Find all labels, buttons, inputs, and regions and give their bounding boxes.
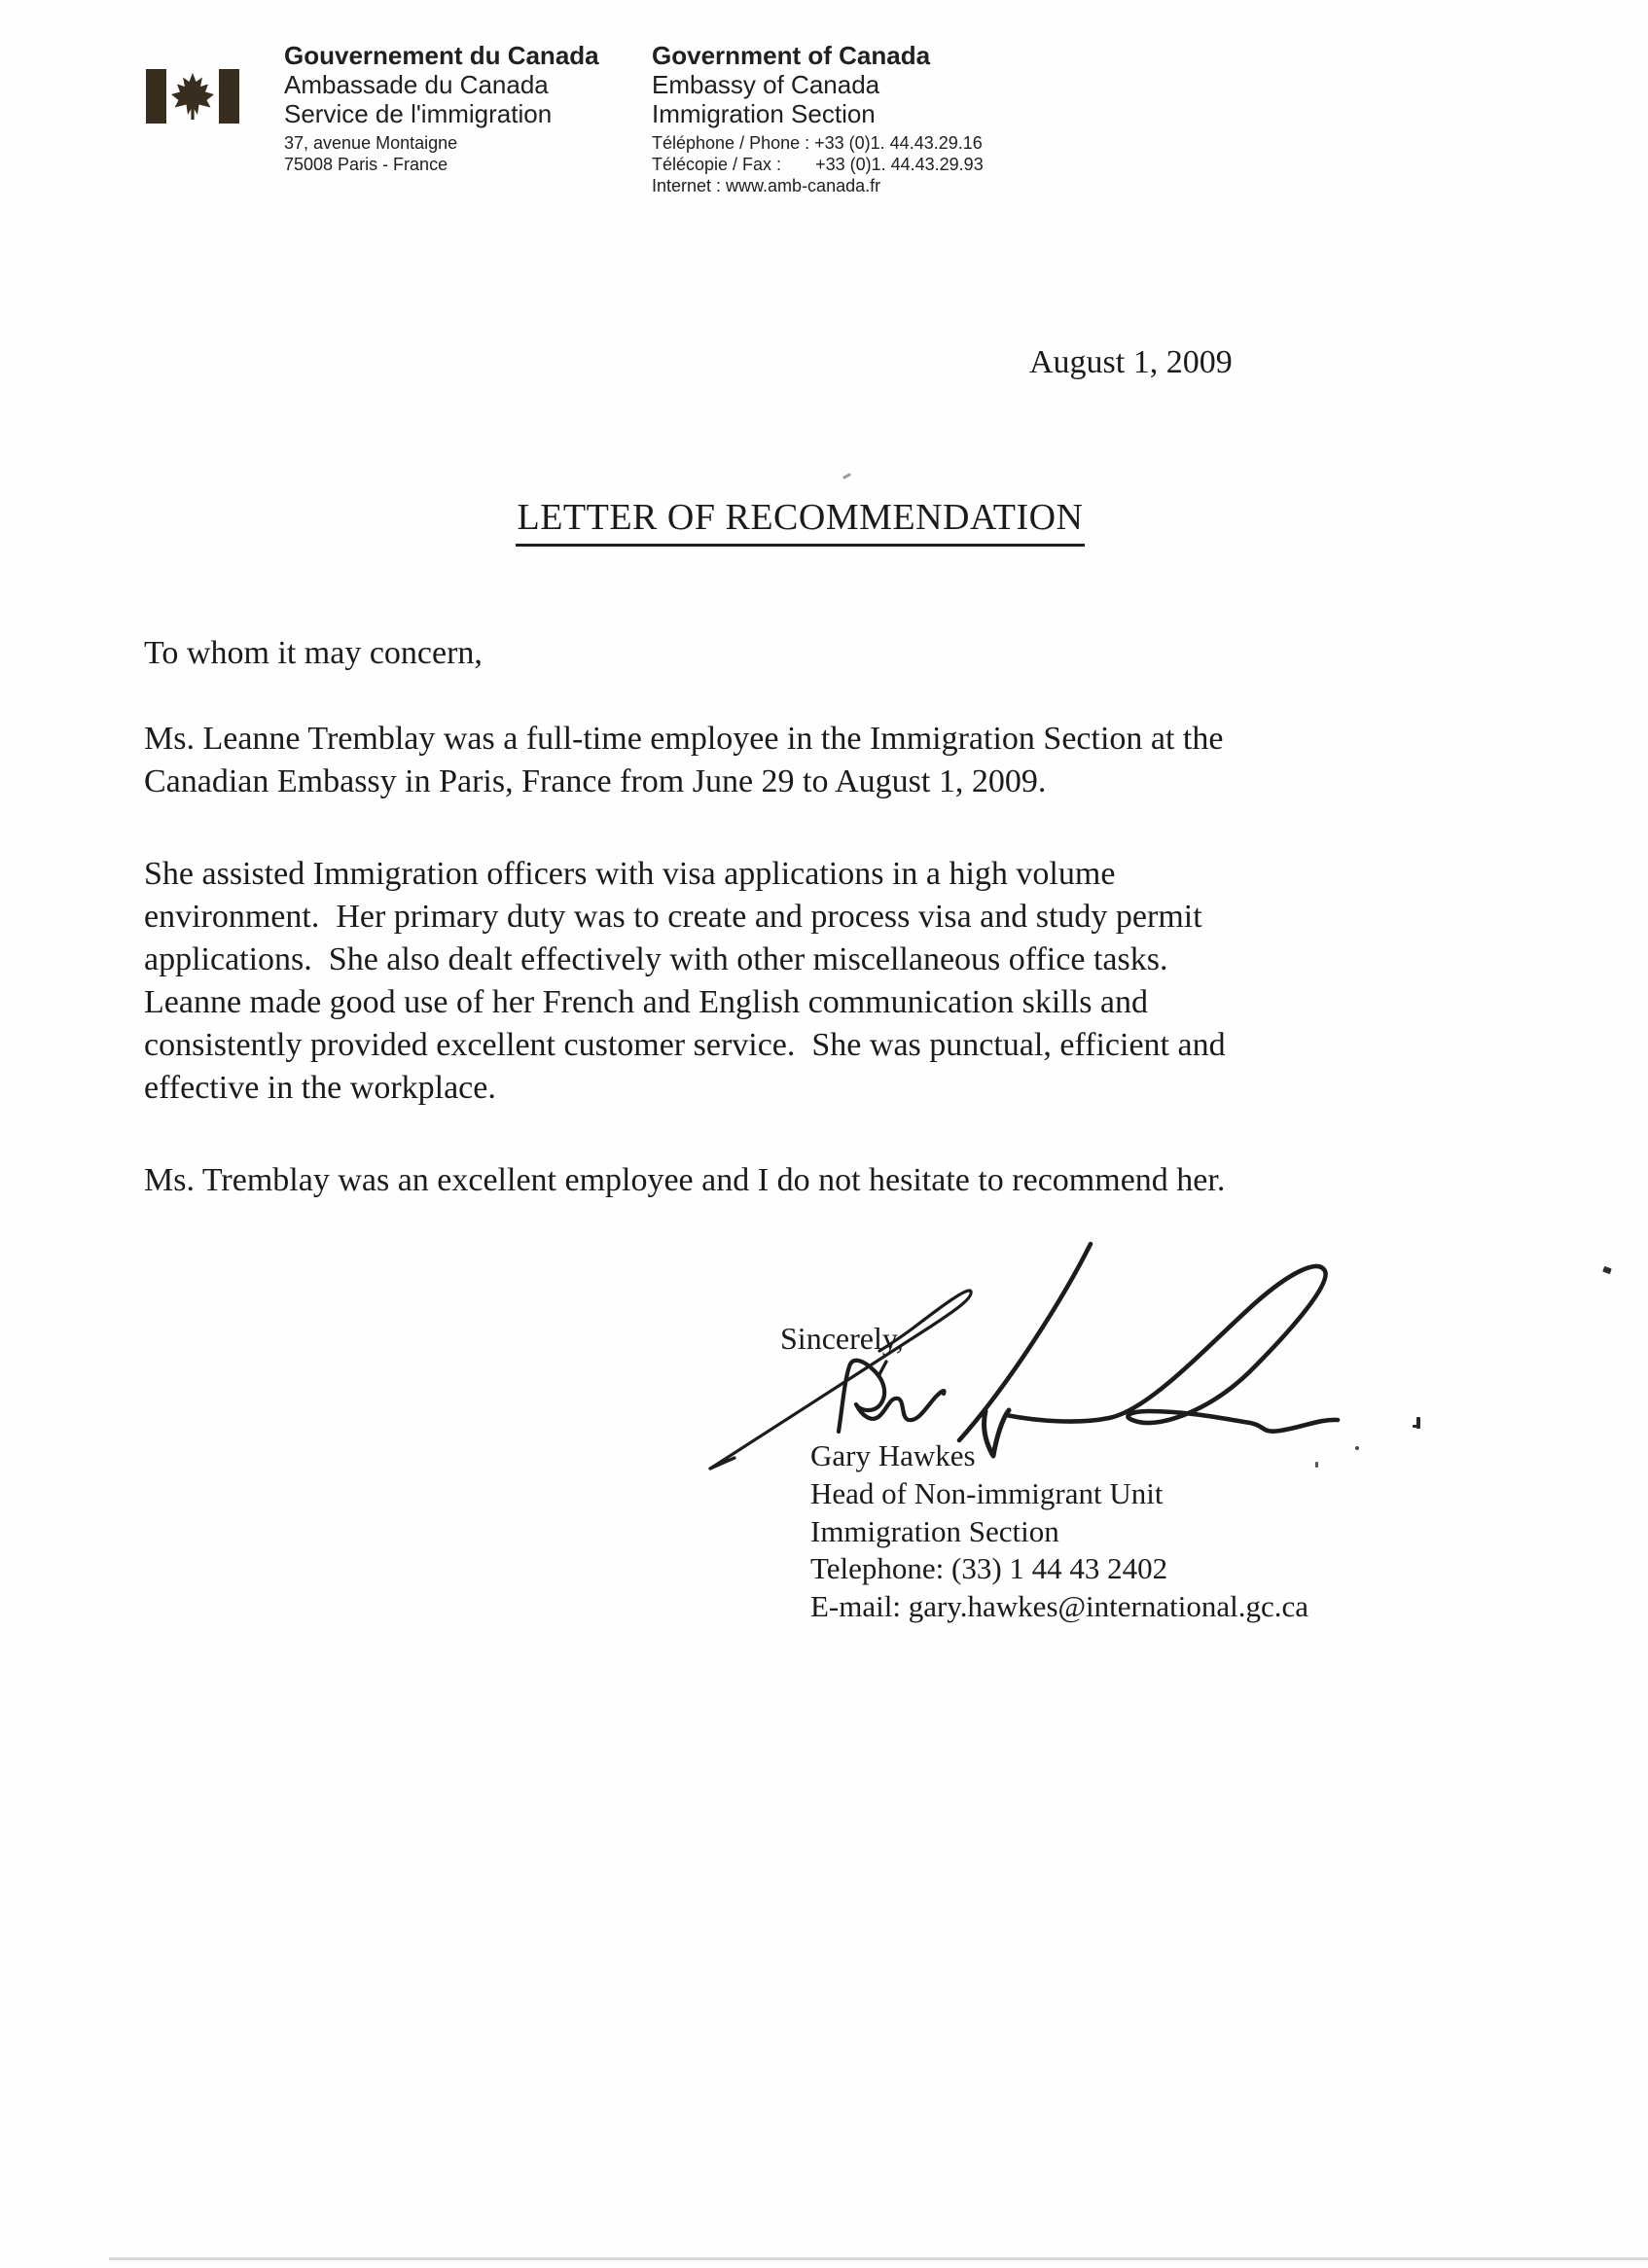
letter-title: LETTER OF RECOMMENDATION <box>516 496 1086 547</box>
scan-artifact <box>1413 1425 1419 1428</box>
letterhead-fr-embassy: Ambassade du Canada <box>284 70 549 99</box>
canada-flag-icon <box>146 69 239 124</box>
letterhead-en-embassy: Embassy of Canada <box>652 70 880 99</box>
letter-date: August 1, 2009 <box>1029 344 1233 380</box>
letterhead-en-section: Immigration Section <box>652 99 876 128</box>
salutation: To whom it may concern, <box>144 635 483 671</box>
paragraph-line: She assisted Immigration officers with visa applications in a high volume <box>144 856 1116 892</box>
signature-contact-block <box>810 1437 1308 1626</box>
letterhead-phone: Téléphone / Phone : +33 (0)1. 44.43.29.16 <box>652 133 983 153</box>
letterhead-fr-section: Service de l'immigration <box>284 99 553 128</box>
paragraph-2 <box>144 853 1226 1110</box>
scan-artifact <box>1602 1266 1612 1274</box>
letterhead-fr-address2: 75008 Paris - France <box>284 155 448 174</box>
paragraph-3 <box>144 1159 1225 1202</box>
signer-telephone: Telephone: (33) 1 44 43 2402 <box>810 1551 1168 1586</box>
paragraph-line: Ms. Tremblay was an excellent employee and I do not hesitate to recommend her. <box>144 1162 1226 1198</box>
paragraph-line: environment. Her primary duty was to create and process visa and study permit <box>144 899 1202 935</box>
paragraph-line: Ms. Leanne Tremblay was a full-time employee in the Immigration Section at the <box>144 721 1224 757</box>
signer-department: Immigration Section <box>810 1513 1059 1548</box>
closing-sincerely: Sincerely, <box>780 1321 904 1356</box>
paragraph-line: applications. She also dealt effectively with other miscellaneous office tasks. <box>144 941 1168 977</box>
signer-title: Head of Non-immigrant Unit <box>810 1475 1164 1510</box>
paragraph-1 <box>144 718 1223 803</box>
letter-title-row <box>0 496 1600 547</box>
letterhead-fr-government: Gouvernement du Canada <box>284 41 599 70</box>
paragraph-line: effective in the workplace. <box>144 1070 496 1106</box>
letterhead-internet: Internet : www.amb-canada.fr <box>652 176 881 195</box>
letterhead-fr-address1: 37, avenue Montaigne <box>284 133 458 153</box>
letterhead-en-government: Government of Canada <box>652 41 931 70</box>
paragraph-line: Leanne made good use of her French and English communication skills and <box>144 984 1149 1020</box>
paragraph-line: consistently provided excellent customer service. She was punctual, efficient and <box>144 1027 1226 1063</box>
letterhead-english <box>652 41 984 196</box>
letterhead-french <box>284 41 599 175</box>
letterhead-fax: Télécopie / Fax : +33 (0)1. 44.43.29.93 <box>652 155 984 174</box>
scan-artifact <box>842 473 851 479</box>
scan-edge-line <box>109 2257 1648 2260</box>
signer-name: Gary Hawkes <box>810 1438 976 1472</box>
scan-artifact <box>1416 1417 1420 1429</box>
paragraph-line: Canadian Embassy in Paris, France from June 29 to August 1, 2009. <box>144 763 1047 799</box>
signer-email: E-mail: gary.hawkes@international.gc.ca <box>810 1589 1308 1623</box>
